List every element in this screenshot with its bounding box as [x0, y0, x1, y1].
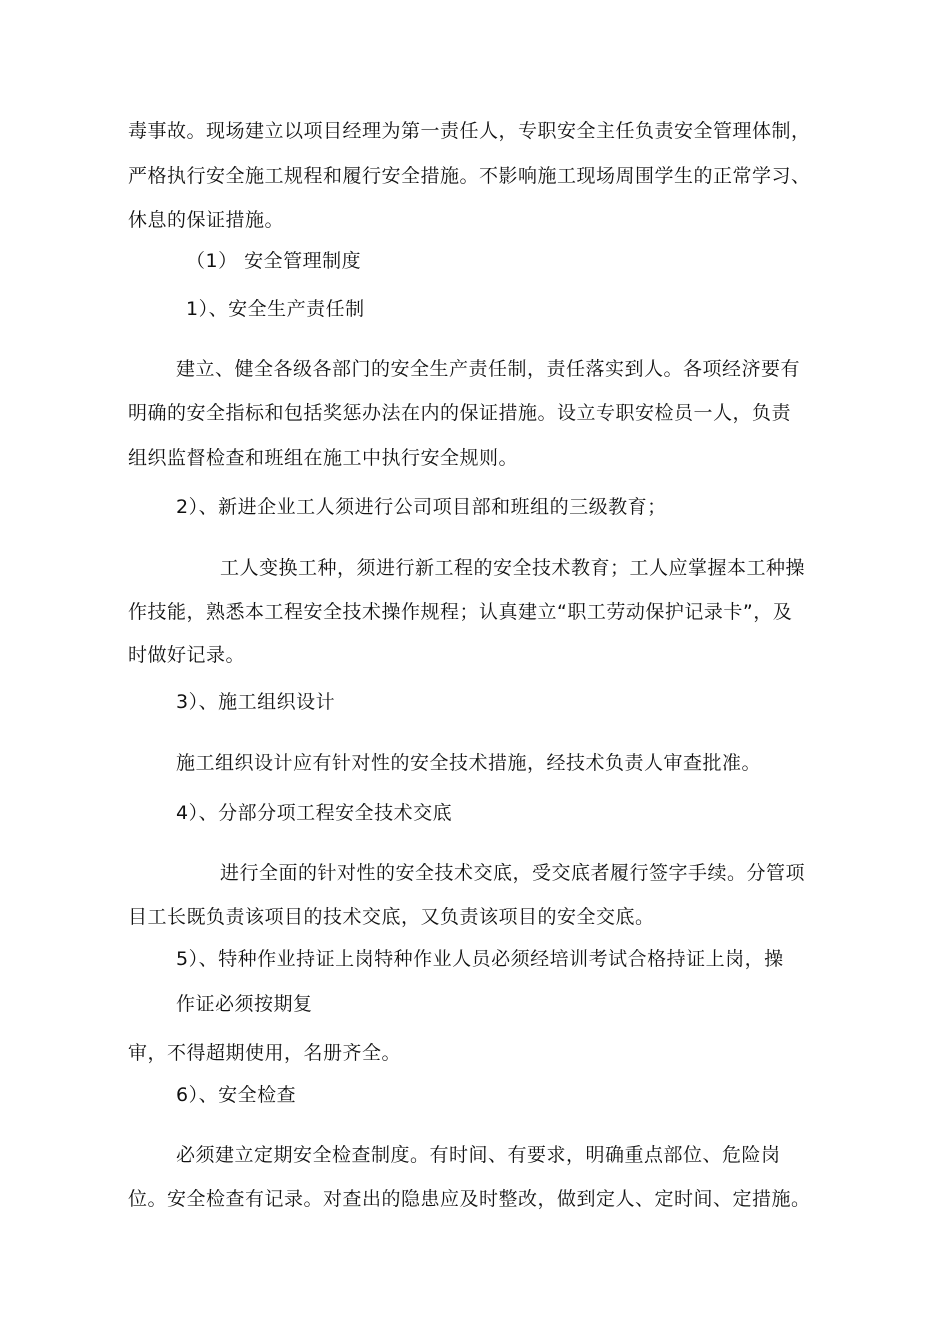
body-line-17: 目工长既负责该项目的技术交底，又负责该项目的安全交底。	[128, 906, 655, 928]
subheading-1: 1）、安全生产责任制	[186, 298, 365, 320]
body-line-6: 建立、健全各级各部门的安全生产责任制，责任落实到人。各项经济要有	[176, 358, 801, 380]
subheading-2: 2）、新进企业工人须进行公司项目部和班组的三级教育；	[176, 496, 667, 518]
body-line-22: 必须建立定期安全检查制度。有时间、有要求，明确重点部位、危险岗	[176, 1144, 781, 1166]
body-line-14: 施工组织设计应有针对性的安全技术措施，经技术负责人审查批准。	[176, 752, 762, 774]
subheading-6: 6）、安全检查	[176, 1084, 297, 1106]
body-line-16: 进行全面的针对性的安全技术交底，受交底者履行签字手续。分管项	[220, 862, 806, 884]
body-line-1: 毒事故。现场建立以项目经理为第一责任人，专职安全主任负责安全管理体制，	[128, 120, 811, 142]
body-line-10: 工人变换工种，须进行新工程的安全技术教育；工人应掌握本工种操	[220, 557, 806, 579]
body-line-23: 位。安全检查有记录。对查出的隐患应及时整改，做到定人、定时间、定措施。	[128, 1188, 811, 1210]
body-line-20: 审，不得超期使用，名册齐全。	[128, 1042, 402, 1064]
subheading-4: 4）、分部分项工程安全技术交底	[176, 802, 453, 824]
body-line-19: 作证必须按期复	[176, 993, 313, 1015]
body-line-11: 作技能，熟悉本工程安全技术操作规程；认真建立“职工劳动保护记录卡”，及	[128, 601, 793, 623]
body-line-8: 组织监督检查和班组在施工中执行安全规则。	[128, 447, 519, 469]
body-line-2: 严格执行安全施工规程和履行安全措施。不影响施工现场周围学生的正常学习、	[128, 165, 811, 187]
body-line-7: 明确的安全指标和包括奖惩办法在内的保证措施。设立专职安检员一人，负责	[128, 402, 792, 424]
subheading-3: 3）、施工组织设计	[176, 691, 336, 713]
body-line-3: 休息的保证措施。	[128, 209, 285, 231]
subheading-5: 5）、特种作业持证上岗特种作业人员必须经培训考试合格持证上岗，操	[176, 948, 784, 970]
body-line-12: 时做好记录。	[128, 644, 246, 666]
section-heading: （1） 安全管理制度	[186, 250, 362, 272]
